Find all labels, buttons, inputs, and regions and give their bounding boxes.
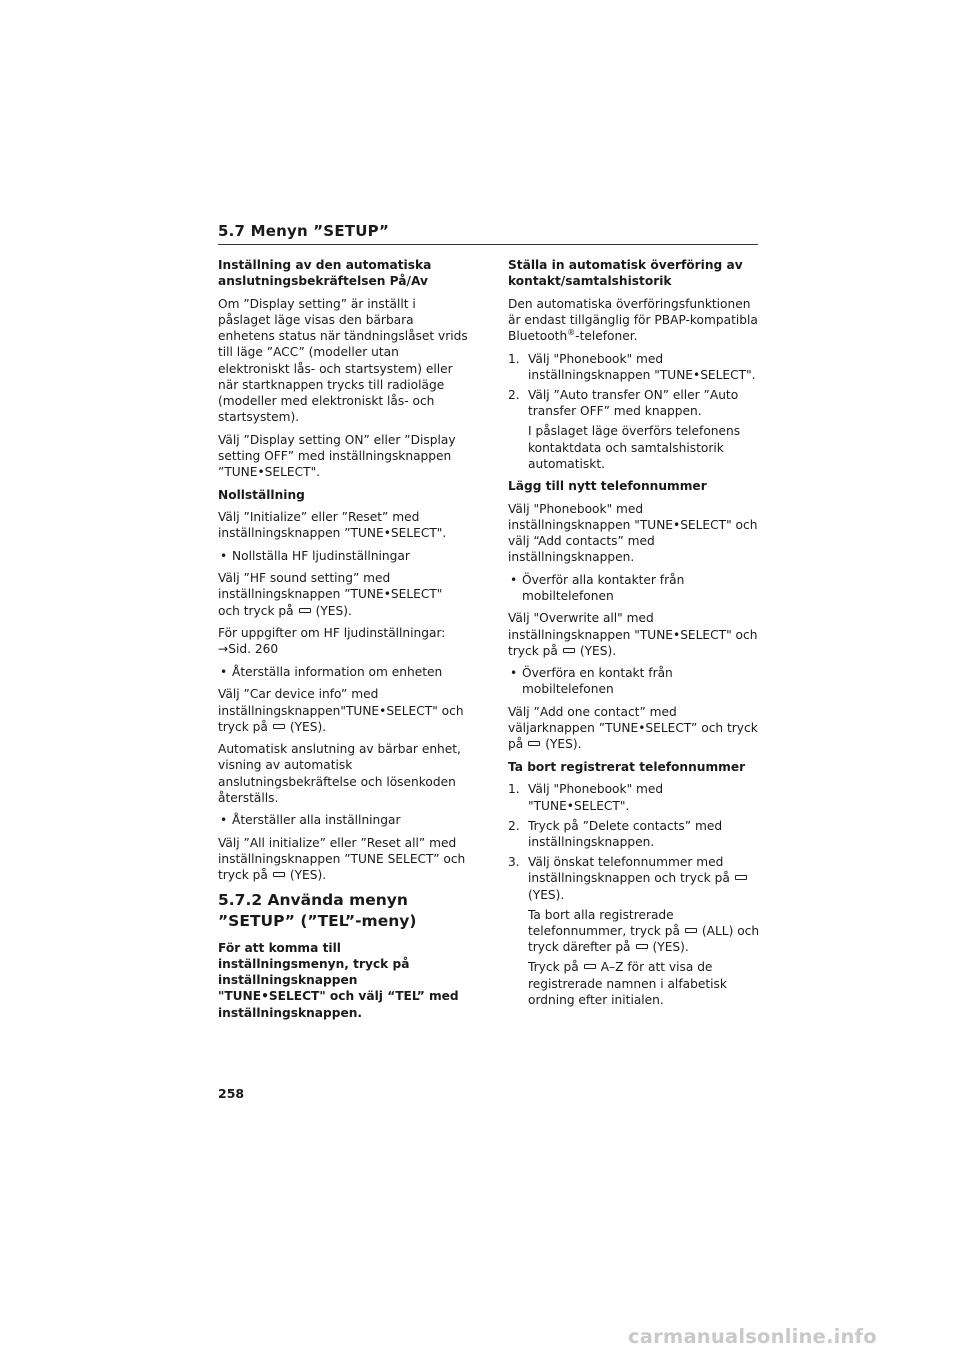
paragraph: Automatisk anslutning av bärbar enhet, visning av automatisk anslutningsbekräftelse och lösenkoden återställs.: [218, 742, 461, 805]
step-text: (YES).: [528, 887, 565, 902]
numbered-step: [508, 818, 760, 850]
section-heading: 5.7.2 Använda menyn ”SETUP” (”TEL”-meny): [218, 890, 417, 930]
list-item: [218, 812, 468, 828]
text: Den automatiska överföringsfunktionen är endast tillgänglig för PBAP-kompatibla Bluetooth: [508, 296, 758, 344]
paragraph: [508, 704, 760, 753]
paragraph: Om ”Display setting” är inställt i påslaget läge visas den bärbara enhetens status när tändningslåset vrids till läge ”ACC” (modeller utan elektroniskt lås- och startsystem) eller när startknappen trycks till radioläge (modeller med elektroniskt lås- och startsystem).: [218, 296, 468, 425]
text: (ALL) och tryck därefter på: [528, 923, 760, 955]
left-column: [218, 257, 468, 1027]
subheading-auto-transfer: Ställa in automatisk överföring av kontakt/samtalshistorik: [508, 258, 743, 289]
step-text: Välj ”Auto transfer ON” eller ”Auto transfer OFF” med knappen.: [528, 388, 739, 419]
step-text: Välj önskat telefonnummer med inställningsknappen och tryck på: [528, 855, 730, 886]
text: Välj ”All initialize” eller ”Reset all” med inställningsknappen ”TUNE SELECT” och tryck på: [218, 835, 466, 883]
paragraph: Välj ”Initialize” eller ”Reset” med inställningsknappen ”TUNE•SELECT".: [218, 510, 447, 541]
bullet-marker: •: [220, 664, 228, 679]
step-text: Välj "Phonebook" med inställningsknappen "TUNE•SELECT".: [528, 351, 756, 382]
list-item-text: Återställer alla inställningar: [232, 813, 401, 828]
text: (YES).: [289, 719, 327, 734]
list-item: [508, 665, 760, 697]
text: (YES).: [545, 737, 582, 752]
paragraph: [218, 625, 468, 657]
text: -telefoner.: [575, 329, 638, 344]
text: Tryck på: [528, 960, 579, 975]
list-item-text: Nollställa HF ljudinställningar: [232, 548, 410, 563]
text: Välj ”Add one contact” med väljarknappen ”TUNE•SELECT” och tryck på: [508, 704, 758, 752]
text: (YES).: [289, 868, 327, 883]
numbered-step: [508, 781, 760, 813]
text: (YES).: [579, 643, 617, 658]
text: (YES).: [652, 940, 689, 955]
step-number: 2.: [508, 388, 520, 403]
subheading-reset: Nollställning: [218, 487, 305, 502]
text: Välj ”Car device info” med inställningsknappen"TUNE•SELECT" och tryck på: [218, 687, 464, 734]
numbered-step: [508, 854, 760, 903]
step-number: 1.: [508, 782, 520, 797]
step-number: 2.: [508, 818, 520, 833]
intro-text: För att komma till inställningsmenyn, tryck på inställningsknappen "TUNE•SELECT" och välj “TEL” med inställningsknappen.: [218, 940, 459, 1020]
paragraph: [218, 686, 468, 735]
page-number: 258: [218, 1086, 245, 1101]
button-icon: [273, 872, 285, 877]
step-number: 3.: [508, 855, 520, 870]
list-item-text: Överföra en kontakt från mobiltelefonen: [522, 666, 673, 697]
button-icon: [273, 724, 285, 729]
section-header: [218, 222, 758, 240]
list-item-text: Återställa information om enheten: [232, 664, 443, 679]
header-divider: [218, 244, 758, 245]
button-icon: [299, 608, 311, 613]
step-text: Välj "Phonebook" med "TUNE•SELECT".: [528, 782, 664, 813]
text: Ta bort alla registrerade telefonnummer, tryck på: [528, 907, 680, 938]
list-item: [218, 548, 468, 564]
list-item-text: Överför alla kontakter från mobiltelefonen: [522, 572, 685, 603]
text: (YES).: [315, 603, 352, 618]
list-item: [218, 664, 468, 680]
step-number: 1.: [508, 351, 520, 366]
step-note: [508, 959, 760, 1008]
watermark: carmanualsonline.info: [628, 1325, 877, 1348]
numbered-step: [508, 387, 760, 419]
button-icon: [528, 741, 540, 746]
right-column: [508, 257, 760, 1012]
button-icon: [584, 964, 596, 969]
paragraph: [508, 610, 760, 659]
list-item: [508, 572, 760, 604]
paragraph: Välj ”Display setting ON” eller ”Display setting OFF” med inställningsknappen ”TUNE•SELECT".: [218, 432, 456, 480]
page-title: 5.7 Menyn ”SETUP”: [218, 222, 390, 240]
subheading-auto-connection: Inställning av den automatiska anslutningsbekräftelsen På/Av: [218, 258, 432, 289]
step-note: [508, 907, 760, 956]
button-icon: [636, 944, 648, 949]
text: För uppgifter om HF ljudinställningar:: [218, 626, 446, 641]
button-icon: [685, 928, 697, 933]
page-reference-link[interactable]: →Sid. 260: [218, 642, 279, 657]
bullet-marker: •: [510, 666, 518, 681]
subheading-delete-number: Ta bort registrerat telefonnummer: [508, 759, 746, 774]
subheading-add-number: Lägg till nytt telefonnummer: [508, 479, 707, 494]
bullet-marker: •: [220, 548, 228, 563]
bullet-marker: •: [220, 813, 228, 828]
paragraph: [218, 835, 468, 884]
text: Välj "Overwrite all" med inställningsknappen "TUNE•SELECT" och tryck på: [508, 611, 758, 658]
numbered-step: [508, 351, 760, 383]
paragraph: [218, 570, 468, 619]
registered-mark: ®: [567, 328, 576, 338]
paragraph: Välj "Phonebook" med inställningsknappen "TUNE•SELECT" och välj “Add contacts” med inställningsknappen.: [508, 501, 758, 565]
step-note: I påslaget läge överförs telefonens kontaktdata och samtalshistorik automatiskt.: [528, 424, 741, 471]
step-text: Tryck på ”Delete contacts” med inställningsknappen.: [528, 818, 723, 849]
bullet-marker: •: [510, 572, 518, 587]
text: A–Z för att visa de registrerade namnen i alfabetisk ordning efter initialen.: [528, 960, 727, 1007]
text: Välj ”HF sound setting” med inställningsknappen ”TUNE•SELECT" och tryck på: [218, 571, 443, 618]
button-icon: [735, 875, 747, 880]
button-icon: [563, 648, 575, 653]
paragraph: [508, 296, 760, 345]
